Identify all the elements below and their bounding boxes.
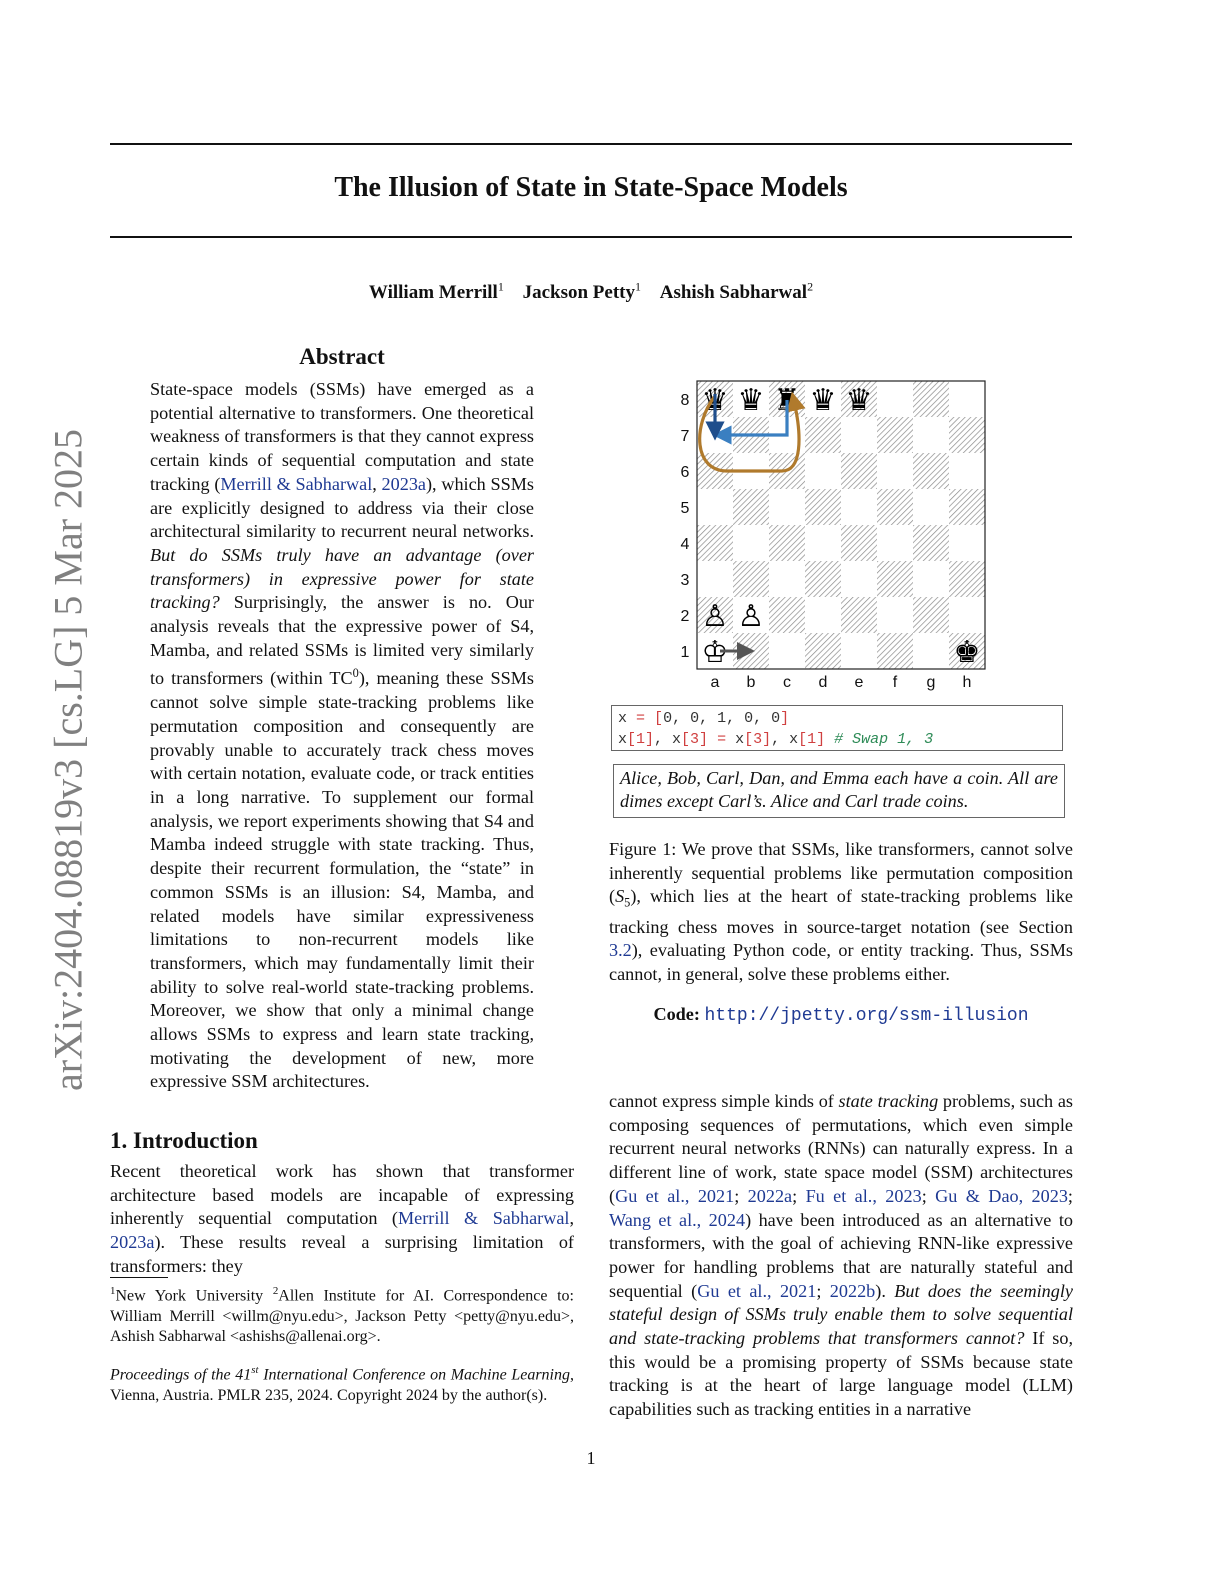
proceedings-note (110, 1360, 574, 1406)
board-square (877, 489, 913, 525)
footnote-rule (110, 1277, 168, 1278)
code-link-label: Code: (653, 1004, 700, 1024)
text-run: state tracking (838, 1091, 939, 1111)
text-run: International Conference on Machine Learning (258, 1366, 570, 1384)
board-square (913, 633, 949, 669)
board-square (841, 633, 877, 669)
text-run: ), which lies at the heart of state-tracking problems like tracking chess moves in source-target notation (see Section (609, 886, 1073, 937)
board-square (805, 561, 841, 597)
board-square (805, 525, 841, 561)
code-token: [1] (627, 731, 655, 748)
board-square (913, 417, 949, 453)
text-run: ; (734, 1185, 748, 1206)
chess-piece: ♚ (953, 635, 981, 670)
chess-piece: ♜ (773, 383, 801, 418)
code-line-1 (618, 708, 1062, 729)
affiliation-footnote (110, 1281, 574, 1347)
text-run: st (251, 1364, 259, 1376)
board-square (697, 525, 733, 561)
board-square (841, 597, 877, 633)
board-square (949, 417, 985, 453)
board-square (913, 489, 949, 525)
board-square (769, 489, 805, 525)
chess-piece: ♛ (737, 383, 765, 418)
rank-label: 2 (680, 608, 690, 625)
text-run: ), evaluating Python code, or entity tracking. Thus, SSMs cannot, in general, solve these problems either. (609, 940, 1073, 985)
text-run: Figure 1: We prove that SSMs, like transformers, cannot solve inherently sequential problems like permutation composition ( (609, 839, 1073, 907)
rank-label: 7 (680, 428, 690, 445)
code-link (609, 1004, 1073, 1026)
code-token: [1] (798, 731, 826, 748)
author-3: Ashish Sabharwal$^2$ (659, 280, 814, 304)
code-token: # Swap 1, 3 (834, 731, 934, 748)
board-square (877, 561, 913, 597)
board-square (877, 453, 913, 489)
rank-label: 6 (680, 464, 690, 481)
author-list (110, 280, 1072, 304)
text-run: 0 (352, 666, 359, 681)
chess-piece: ♙ (737, 599, 765, 634)
citation-link[interactable]: Gu et al., 2021 (615, 1185, 735, 1206)
code-token: 0, 0, 1, 0, 0 (663, 710, 781, 727)
board-square (877, 381, 913, 417)
intro-text-continued (609, 1090, 1073, 1422)
code-token: x (618, 710, 637, 727)
citation-link[interactable]: 2023a (110, 1232, 155, 1253)
board-square (913, 561, 949, 597)
text-run: ), meaning these SSMs cannot solve simple state-tracking problems like permutation composition and consequently are provably unable to accurately track chess moves with certain notation, evaluate code, or track entities in a long narrative. To supplement our formal analysis, we report experiments showing that S4 and Mamba indeed struggle with state tracking. Thus, despite their recurrent formulation, the “state” in common SSMs is an illusion: S4, Mamba, and related models have similar expressiveness limitations to non-recurrent models like transformers, which may fundamentally limit their ability to solve real-world state-tracking problems. Moreover, we show that only a minimal change allows SSMs to express and learn state tracking, motivating the development of new, more expressive SSM architectures. (150, 668, 534, 1092)
text-run: New York University (115, 1287, 273, 1305)
code-token: [3] (681, 731, 709, 748)
board-square (769, 633, 805, 669)
board-square (913, 597, 949, 633)
figure-caption (609, 838, 1073, 987)
chess-piece: ♛ (809, 383, 837, 418)
text-run: ) have been introduced as an alternative to transformers, with the goal of achieving RNN-like expressive power for handling problems that are naturally stateful and sequential ( (609, 1209, 1073, 1301)
citation-link[interactable]: 2022a (747, 1185, 793, 1206)
rank-label: 1 (680, 644, 690, 661)
author-2: Jackson Petty$^1$ (522, 280, 641, 304)
intro-heading: 1. Introduction (110, 1128, 258, 1153)
code-token (825, 731, 834, 748)
board-square (877, 633, 913, 669)
board-square (841, 417, 877, 453)
board-square (805, 597, 841, 633)
chess-piece: ♛ (701, 383, 729, 418)
board-square (877, 525, 913, 561)
text-run: 1 (110, 1285, 116, 1297)
paper-title: The Illusion of State in State-Space Models (334, 172, 848, 203)
board-square (841, 561, 877, 597)
board-square (769, 561, 805, 597)
citation-link[interactable]: Merrill & Sabharwal (398, 1208, 570, 1229)
board-square (949, 525, 985, 561)
text-run: ; (792, 1185, 806, 1206)
text-run: 5 (624, 896, 631, 911)
citation-link[interactable]: Fu et al., 2023 (805, 1185, 922, 1206)
file-label: f (892, 674, 898, 691)
board-square (949, 489, 985, 525)
code-token: , x (654, 731, 682, 748)
text-run: ). (875, 1280, 895, 1301)
code-token: = (717, 731, 727, 748)
chess-board (672, 376, 1002, 696)
code-token: [ (654, 710, 664, 727)
board-square (913, 525, 949, 561)
abstract-heading: Abstract (299, 344, 385, 369)
text-run: State-space models (SSMs) have emerged as a potential alternative to transformers. One theoretical weakness of transformers is that they cannot express certain kinds of sequential computation and state tracking ( (150, 379, 534, 494)
text-run: Surprisingly, the answer is no. Our analysis reveals that the expressive power of S4, Mamba, and related SSMs is limited very similarly to transformers (within TC (150, 592, 534, 689)
file-label: d (818, 674, 828, 691)
abstract-text (150, 378, 534, 1094)
code-token (645, 710, 654, 727)
board-square (697, 489, 733, 525)
rank-label: 4 (680, 536, 690, 553)
chess-piece: ♛ (845, 383, 873, 418)
chess-board-figure (672, 376, 1002, 701)
board-square (913, 381, 949, 417)
arxiv-stamp: arXiv:2404.08819v3 [cs.LG] 5 Mar 2025 (45, 428, 91, 1092)
board-square (769, 597, 805, 633)
citation-link[interactable]: Gu et al., 2021 (697, 1280, 817, 1301)
intro-text (110, 1160, 574, 1279)
file-label: h (962, 674, 972, 691)
code-line-2 (618, 729, 1062, 750)
board-square (733, 489, 769, 525)
file-label: a (710, 674, 720, 691)
text-run: ). These results reveal a surprising limitation of transformers: they (110, 1232, 574, 1276)
board-square (733, 561, 769, 597)
board-square (805, 453, 841, 489)
board-square (949, 561, 985, 597)
code-token: , x (771, 731, 799, 748)
text-run: But do SSMs truly have an advantage (over transformers) in expressive power for state tracking? (150, 544, 534, 613)
code-token: x (618, 731, 628, 748)
rank-label: 8 (680, 392, 690, 409)
rank-label: 3 (680, 572, 690, 589)
board-square (769, 525, 805, 561)
title-bottom-rule (110, 236, 1072, 238)
code-token (708, 731, 717, 748)
text-run: If so, this would be a promising property of SSMs because state tracking is at the heart of large language model (LLM) capabilities such as tracking entities in a narrative (609, 1328, 1073, 1420)
text-run: ; (1067, 1185, 1073, 1206)
file-label: g (926, 674, 936, 691)
board-square (841, 453, 877, 489)
board-square (877, 597, 913, 633)
text-run: Allen Institute for AI. Correspondence to: William Merrill <willm@nyu.edu>, Jackson Petty <petty@nyu.edu>, Ashish Sabharwal <ashishs@allenai.org>. (110, 1287, 574, 1345)
file-label: c (783, 674, 791, 691)
code-token: [3] (744, 731, 772, 748)
text-run: cannot express simple kinds of (609, 1091, 839, 1111)
board-square (805, 633, 841, 669)
board-square (805, 489, 841, 525)
board-square (841, 489, 877, 525)
file-label: b (746, 674, 756, 691)
python-code-box (611, 705, 1063, 751)
text-run: 2 (272, 1285, 279, 1297)
code-token: ] (780, 710, 790, 727)
text-run: ; (921, 1185, 936, 1206)
citation-link[interactable]: 3.2 (609, 940, 632, 961)
entity-story-box: Alice, Bob, Carl, Dan, and Emma each have a coin. All are dimes except Carl’s. Alice and Carl trade coins. (613, 764, 1065, 818)
text-run: , (372, 473, 382, 494)
text-run: problems, such as composing sequences of permutations, which even simple recurrent neural networks (RNNs) can naturally express. In a different line of work, state space model (SSM) architectures ( (609, 1091, 1073, 1206)
board-square (949, 597, 985, 633)
board-square (913, 453, 949, 489)
code-link-url[interactable]: http://jpetty.org/ssm-illusion (704, 1006, 1029, 1026)
chess-piece: ♙ (701, 599, 729, 634)
code-token: = (636, 710, 646, 727)
board-square (949, 453, 985, 489)
citation-link[interactable]: Merrill & Sabharwal (220, 473, 373, 494)
rank-label: 5 (680, 500, 690, 517)
text-run: S (615, 886, 625, 907)
file-label: e (854, 674, 864, 691)
code-token: x (726, 731, 745, 748)
text-run: ; (816, 1280, 830, 1301)
text-run: Recent theoretical work has shown that transformer architecture based models are incapable of expressing inherently sequential computation ( (110, 1161, 574, 1229)
title-top-rule (110, 143, 1072, 145)
text-run: , Vienna, Austria. PMLR 235, 2024. Copyright 2024 by the author(s). (110, 1366, 574, 1404)
text-run: 41 (235, 1366, 252, 1384)
author-1: William Merrill$^1$ (368, 280, 504, 304)
board-square (697, 561, 733, 597)
board-square (733, 525, 769, 561)
citation-link[interactable]: 2023a (381, 473, 426, 494)
text-run: Proceedings of the (110, 1366, 236, 1384)
citation-link[interactable]: 2022b (829, 1280, 876, 1301)
text-run: , (569, 1208, 574, 1229)
citation-link[interactable]: Wang et al., 2024 (609, 1209, 746, 1230)
citation-link[interactable]: Gu & Dao, 2023 (935, 1185, 1068, 1206)
chess-piece: ♔ (701, 635, 729, 670)
page-number: 1 (586, 1448, 596, 1468)
text-run: ), which SSMs are explicitly designed to address via their close architectural similarity to recurrent neural networks. (150, 473, 534, 542)
board-square (841, 525, 877, 561)
board-square (877, 417, 913, 453)
text-run: But does the seemingly stateful design of SSMs truly enable them to solve sequential and state-tracking problems that transformers cannot? (609, 1280, 1073, 1349)
board-square (949, 381, 985, 417)
board-square (805, 417, 841, 453)
